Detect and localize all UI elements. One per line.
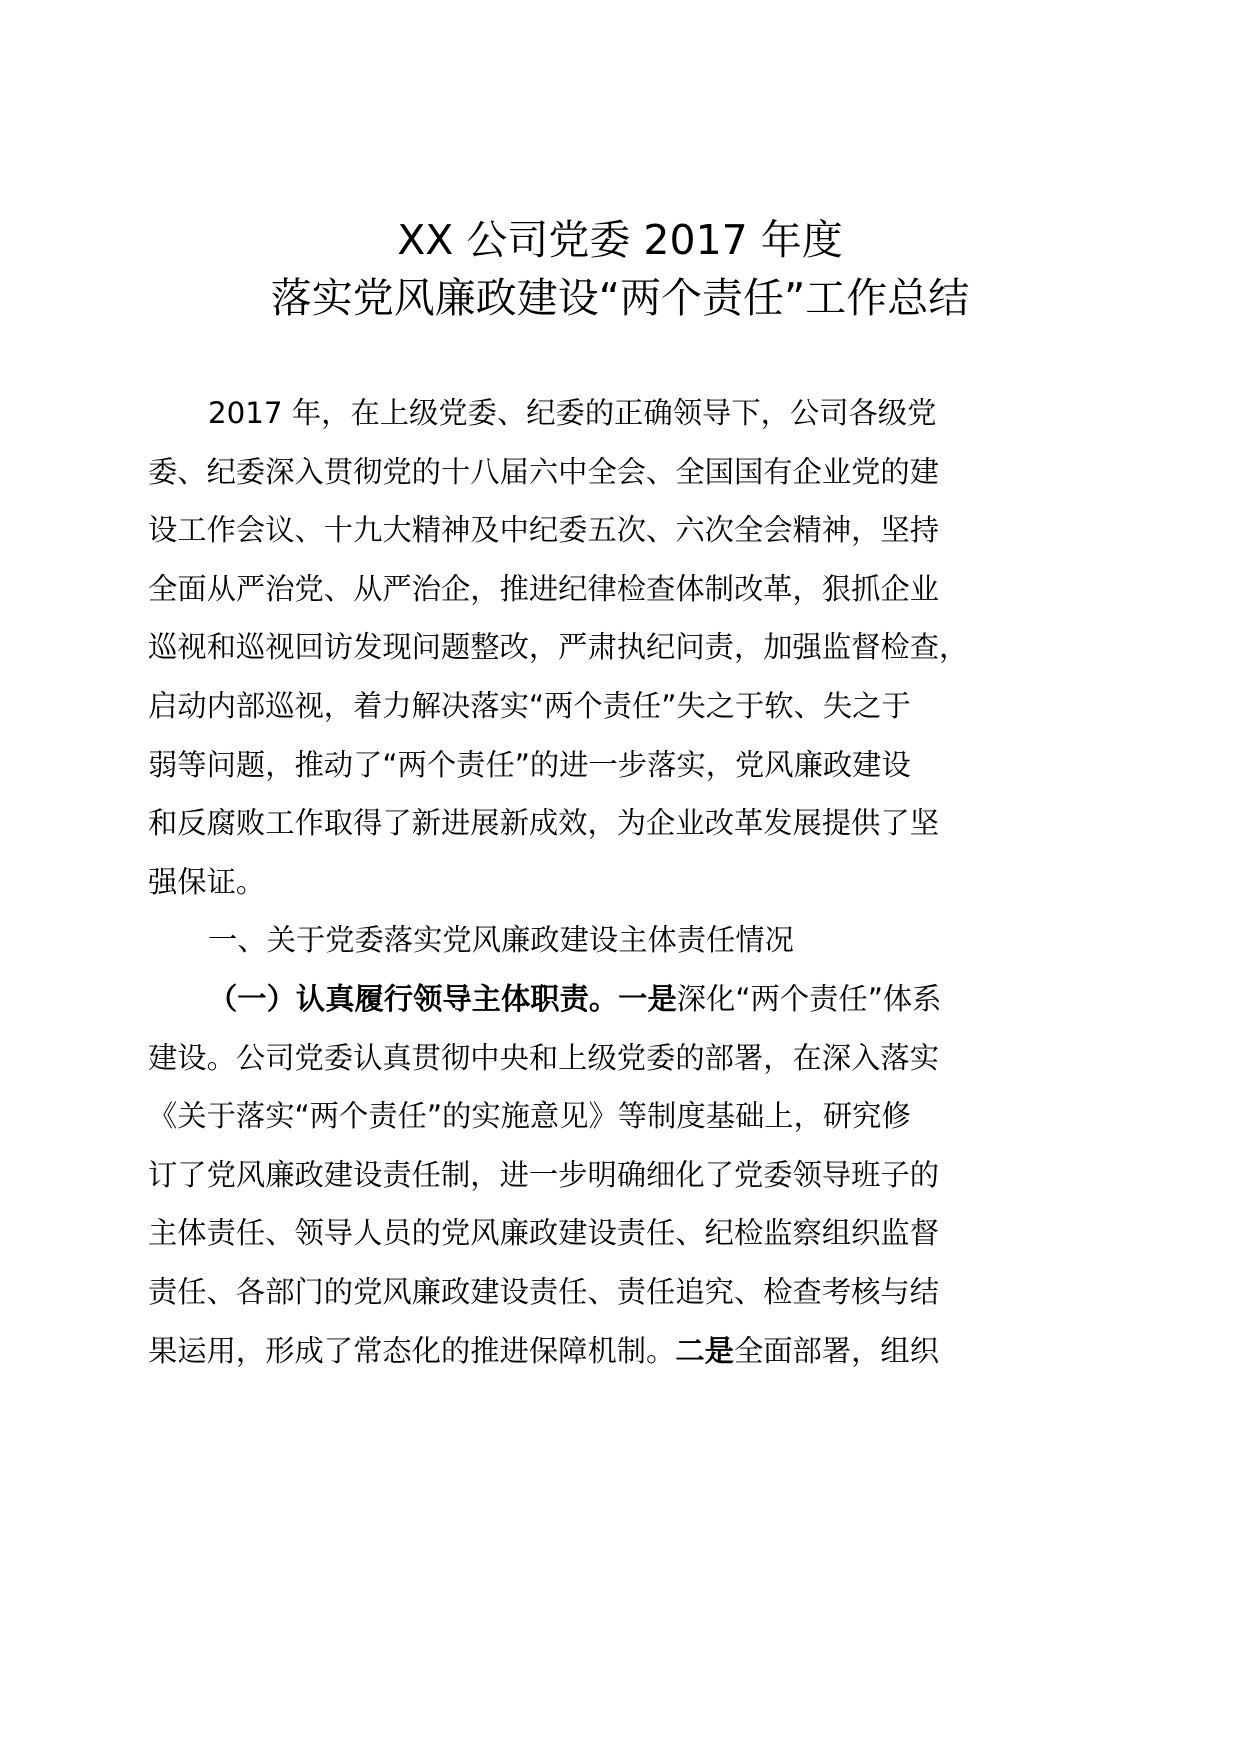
paragraph-2-line: 《关于落实“两个责任”的实施意见》等制度基础上，研究修: [148, 1099, 911, 1134]
paragraph-2-line: 订了党风廉政建设责任制，进一步明确细化了党委领导班子的: [148, 1157, 940, 1192]
paragraph-1-line: 巡视和巡视回访发现问题整改，严肃执纪问责，加强监督检查，: [148, 630, 969, 665]
enumeration-bold: 二是: [675, 1333, 734, 1368]
paragraph-1-line: 设工作会议、十九大精神及中纪委五次、六次全会精神，坚持: [148, 513, 940, 548]
document-title-line-1: XX 公司党委 2017 年度: [397, 216, 843, 264]
paragraph-1-line: 弱等问题，推动了“两个责任”的进一步落实，党风廉政建设: [148, 747, 911, 782]
paragraph-1-line: 2017 年，在上级党委、纪委的正确领导下，公司各级党: [208, 396, 937, 430]
paragraph-1-line: 全面从严治党、从严治企，推进纪律检查体制改革，狠抓企业: [148, 571, 940, 606]
paragraph-text: 果运用，形成了常态化的推进保障机制。: [148, 1333, 676, 1368]
document-title-line-2: 落实党风廉政建设“两个责任”工作总结: [270, 274, 970, 322]
paragraph-1-line: 委、纪委深入贯彻党的十八届六中全会、全国国有企业党的建: [148, 454, 940, 489]
paragraph-1-line: 和反腐败工作取得了新进展新成效，为企业改革发展提供了坚: [148, 806, 940, 841]
paragraph-2-line: 责任、各部门的党风廉政建设责任、责任追究、检查考核与结: [148, 1274, 940, 1309]
paragraph-text: 全面部署，组织: [733, 1333, 940, 1368]
section-heading: 一、关于党委落实党风廉政建设主体责任情况: [208, 923, 794, 958]
paragraph-2-last-line: [148, 1328, 1028, 1387]
paragraph-2-first-line: [148, 976, 1028, 1035]
paragraph-text: 深化“两个责任”体系: [676, 981, 942, 1016]
paragraph-2-line: 建设。公司党委认真贯彻中央和上级党委的部署，在深入落实: [148, 1040, 940, 1075]
paragraph-1-line: 启动内部巡视，着力解决落实“两个责任”失之于软、失之于: [148, 688, 911, 723]
document-body: [148, 390, 1028, 1386]
subsection-heading-bold: （一）认真履行领导主体职责。一是: [208, 981, 677, 1016]
paragraph-2-line: 主体责任、领导人员的党风廉政建设责任、纪检监察组织监督: [148, 1216, 940, 1251]
paragraph-1-line: 强保证。: [148, 864, 266, 899]
